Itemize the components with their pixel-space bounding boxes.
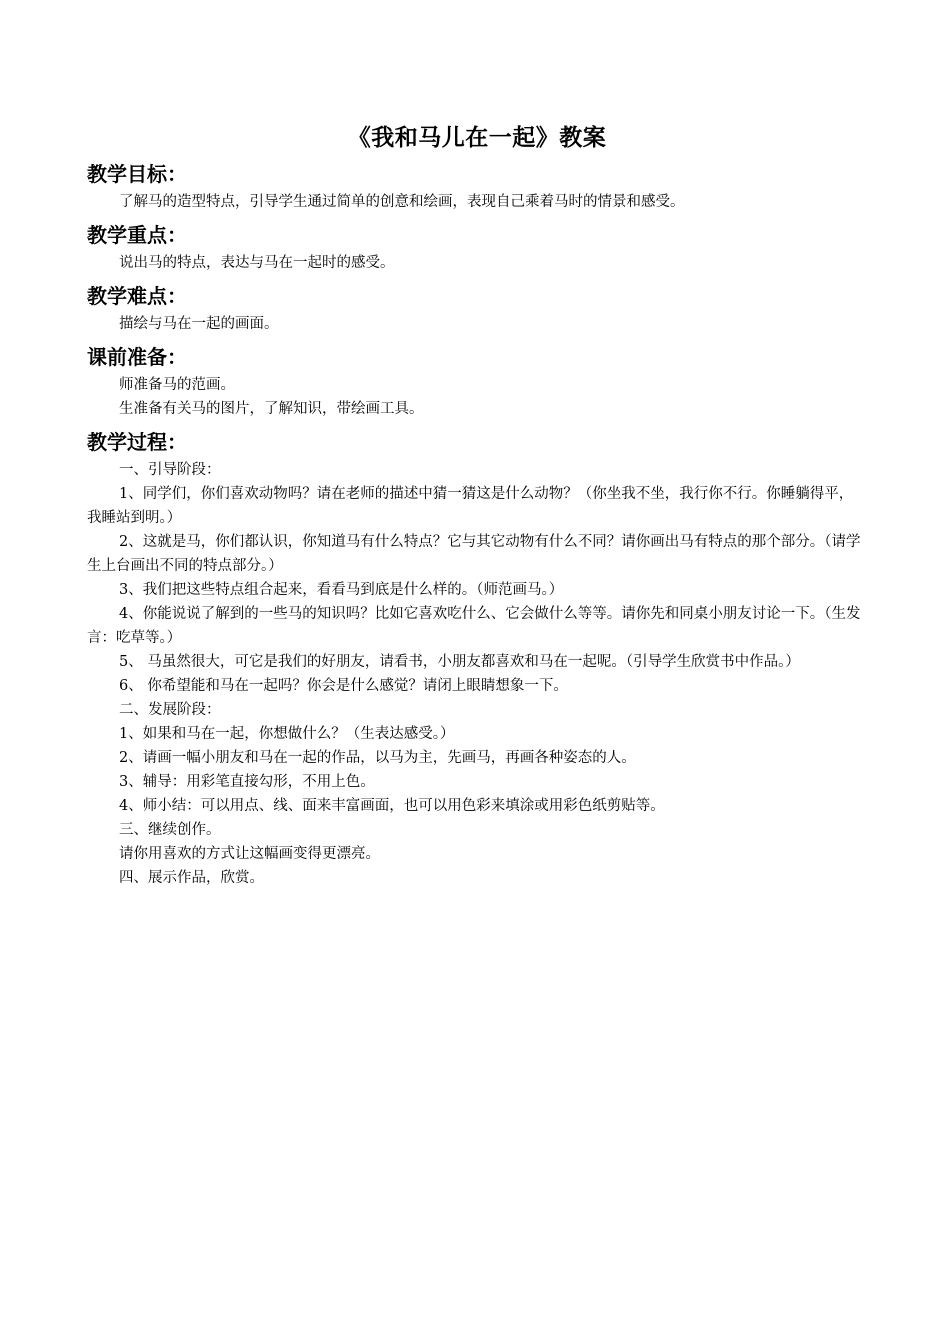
section-process — [87, 426, 867, 890]
document-title: 《我和马儿在一起》教案 — [347, 125, 607, 151]
document-page — [87, 118, 867, 892]
paragraph: 3、辅导：用彩笔直接勾形，不用上色。 — [119, 774, 375, 790]
section-objective — [87, 158, 867, 214]
paragraph: 三、继续创作。 — [119, 822, 221, 838]
paragraph: 了解马的造型特点，引导学生通过简单的创意和绘画，表现自己乘着马时的情景和感受。 — [119, 194, 685, 210]
paragraph: 师准备马的范画。 — [119, 377, 235, 393]
section-heading: 教学难点： — [87, 284, 187, 308]
paragraph: 一、引导阶段： — [119, 462, 221, 478]
section-heading: 教学过程： — [87, 430, 187, 454]
section-heading: 教学重点： — [87, 223, 187, 247]
section-heading: 教学目标： — [87, 162, 187, 186]
paragraph: 二、发展阶段： — [119, 702, 221, 718]
section-heading: 课前准备： — [87, 345, 187, 369]
section-difficulties — [87, 280, 867, 336]
paragraph: 4、师小结：可以用点、线、面来丰富画面，也可以用色彩来填涂或用彩色纸剪贴等。 — [119, 798, 665, 814]
section-preparation — [87, 341, 867, 421]
paragraph: 1、如果和马在一起，你想做什么？（生表达感受。） — [119, 726, 455, 742]
paragraph: 四、展示作品，欣赏。 — [119, 870, 264, 886]
paragraph: 5、 马虽然很大，可它是我们的好朋友，请看书，小朋友都喜欢和马在一起呢。（引导学生欣赏书中作品。） — [119, 654, 800, 670]
paragraph: 6、 你希望能和马在一起吗？你会是什么感觉？请闭上眼睛想象一下。 — [119, 678, 568, 694]
paragraph: 3、我们把这些特点组合起来，看看马到底是什么样的。（师范画马。） — [119, 582, 564, 598]
paragraph: 请你用喜欢的方式让这幅画变得更漂亮。 — [119, 846, 380, 862]
paragraph: 2、请画一幅小朋友和马在一起的作品，以马为主，先画马，再画各种姿态的人。 — [119, 750, 636, 766]
paragraph: 4、你能说说了解到的一些马的知识吗？比如它喜欢吃什么、它会做什么等等。请你先和同桌小朋友讨论一下。（生发言：吃草等。） — [87, 606, 861, 646]
paragraph: 描绘与马在一起的画面。 — [119, 316, 279, 332]
paragraph: 生准备有关马的图片，了解知识，带绘画工具。 — [119, 401, 424, 417]
section-key-points — [87, 219, 867, 275]
paragraph: 1、同学们，你们喜欢动物吗？请在老师的描述中猜一猜这是什么动物？（你坐我不坐，我行你不行。你睡躺得平，我睡站到明。） — [87, 486, 854, 526]
paragraph: 说出马的特点，表达与马在一起时的感受。 — [119, 255, 395, 271]
paragraph: 2、这就是马，你们都认识，你知道马有什么特点？它与其它动物有什么不同？请你画出马有特点的那个部分。（请学生上台画出不同的特点部分。） — [87, 534, 861, 574]
